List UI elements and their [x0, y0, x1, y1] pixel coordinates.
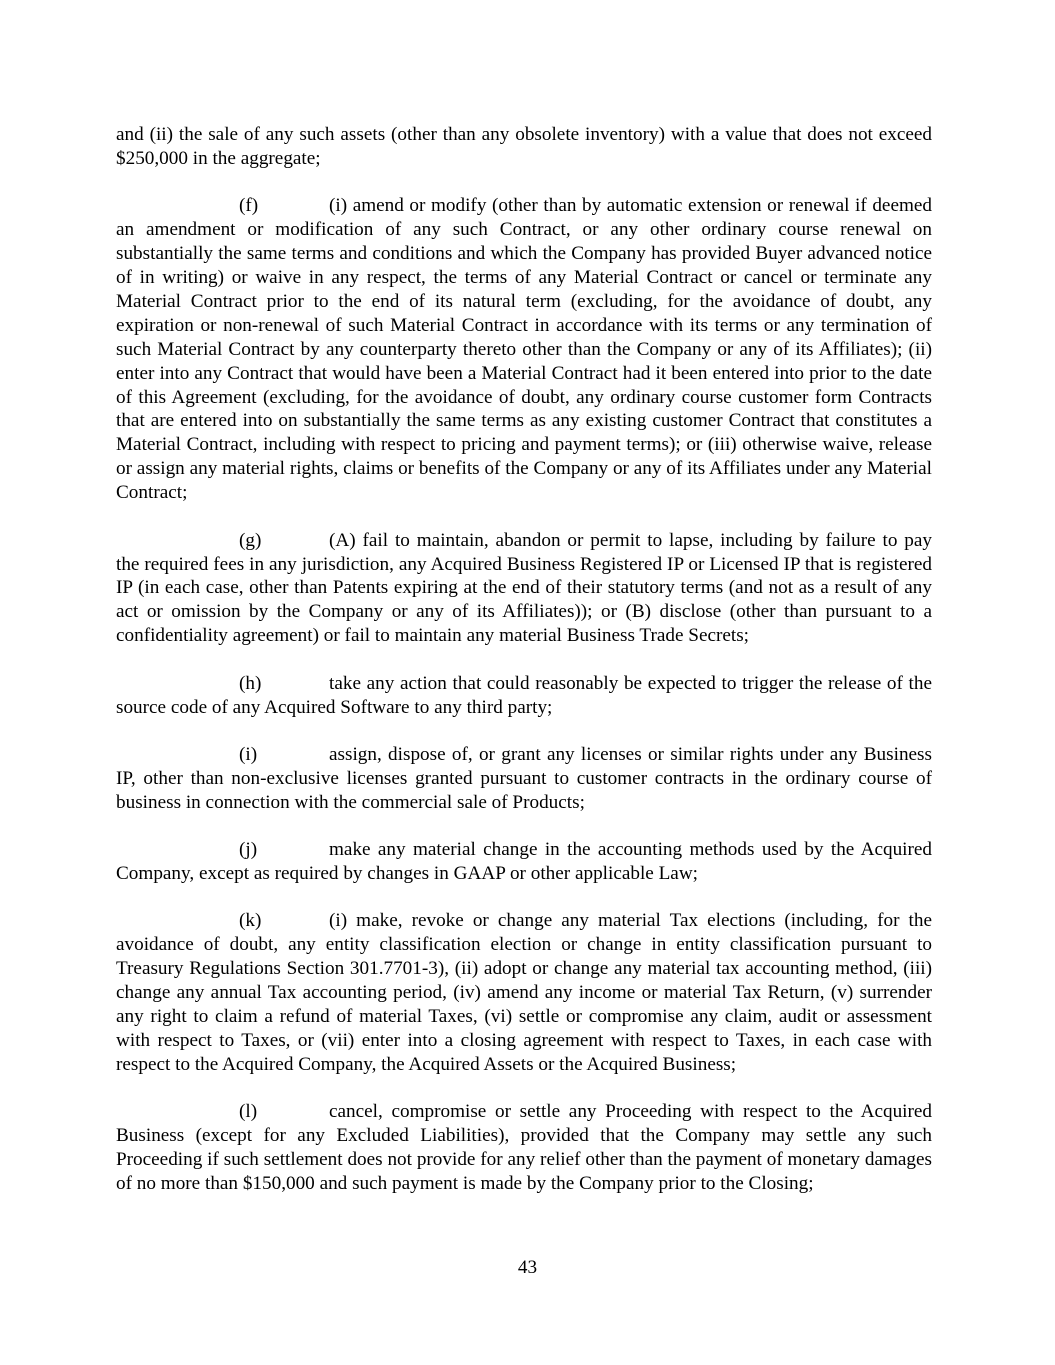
- clause-text: (A) fail to maintain, abandon or permit to lapse, including by failure to pay the required fees in any jurisdiction, any Acquired Business Registered IP or Licensed IP that is registered IP (in each case, other than Patents expiring at the end of their statutory terms (and not as a result of any act or omission by the Company or any of its Affiliates)); or (B) disclose (other than pursuant to a confidentiality agreement) or fail to maintain any material Business Trade Secrets;: [116, 529, 932, 647]
- clause-text: assign, dispose of, or grant any licenses or similar rights under any Business IP, other than non-exclusive licenses granted pursuant to customer contracts in the ordinary course of business in connection with the commercial sale of Products;: [116, 743, 932, 813]
- intro-paragraph: and (ii) the sale of any such assets (other than any obsolete inventory) with a value that does not exceed $250,000 in the aggregate;: [116, 124, 932, 169]
- document-page: [116, 123, 932, 1219]
- clause-text: (i) amend or modify (other than by automatic extension or renewal if deemed an amendment or modification of any such Contract, or any other ordinary course renewal on substantially the same terms and conditions and which the Company has provided Buyer advanced notice of in writing) or waive in any respect, the terms of any Material Contract or cancel or terminate any Material Contract prior to the end of its natural term (excluding, for the avoidance of doubt, any expiration or non-renewal of such Material Contract in accordance with its terms or any termination of such Material Contract by any counterparty thereto other than the Company or any of its Affiliates); (ii) enter into any Contract that would have been a Material Contract had it been entered into prior to the date of this Agreement (excluding, for the avoidance of doubt, any ordinary course customer form Contracts that are entered into on substantially the same terms as any existing customer Contract that constitutes a Material Contract, including with respect to pricing and payment terms); or (iii) otherwise waive, release or assign any material rights, claims or benefits of the Company or any of its Affiliates under any Material Contract;: [116, 195, 932, 504]
- clause-f: [116, 194, 932, 505]
- clause-text: make any material change in the accounting methods used by the Acquired Company, except as required by changes in GAAP or other applicable Law;: [116, 839, 932, 885]
- clause-label: (i): [239, 743, 258, 765]
- clause-g: [116, 529, 932, 649]
- page-number: 43: [517, 1257, 538, 1278]
- clause-label: (h): [239, 672, 262, 694]
- clause-j: [116, 838, 932, 886]
- clause-k: [116, 909, 932, 1076]
- clause-label: (j): [239, 839, 258, 861]
- clause-h: [116, 672, 932, 720]
- clause-l: [116, 1100, 932, 1196]
- clause-label: (l): [239, 1101, 258, 1123]
- clause-text: (i) make, revoke or change any material Tax elections (including, for the avoidance of doubt, any entity classification election or change in entity classification pursuant to Treasury Regulations Section 301.7701-3), (ii) adopt or change any material tax accounting method, (iii) change any annual Tax accounting period, (iv) amend any income or material Tax Return, (v) surrender any right to claim a refund of material Taxes, (vi) settle or compromise any claim, audit or assessment with respect to Taxes, or (vii) enter into a closing agreement with respect to Taxes, in each case with respect to the Acquired Company, the Acquired Assets or the Acquired Business;: [116, 910, 932, 1075]
- clause-text: cancel, compromise or settle any Proceeding with respect to the Acquired Business (except for any Excluded Liabilities), provided that the Company may settle any such Proceeding if such settlement does not provide for any relief other than the payment of monetary damages of no more than $150,000 and such payment is made by the Company prior to the Closing;: [116, 1101, 932, 1195]
- clause-text: take any action that could reasonably be expected to trigger the release of the source code of any Acquired Software to any third party;: [116, 672, 932, 718]
- clause-label: (f): [239, 195, 259, 217]
- clause-label: (g): [239, 529, 262, 551]
- clause-label: (k): [239, 910, 262, 932]
- clause-i: [116, 743, 932, 815]
